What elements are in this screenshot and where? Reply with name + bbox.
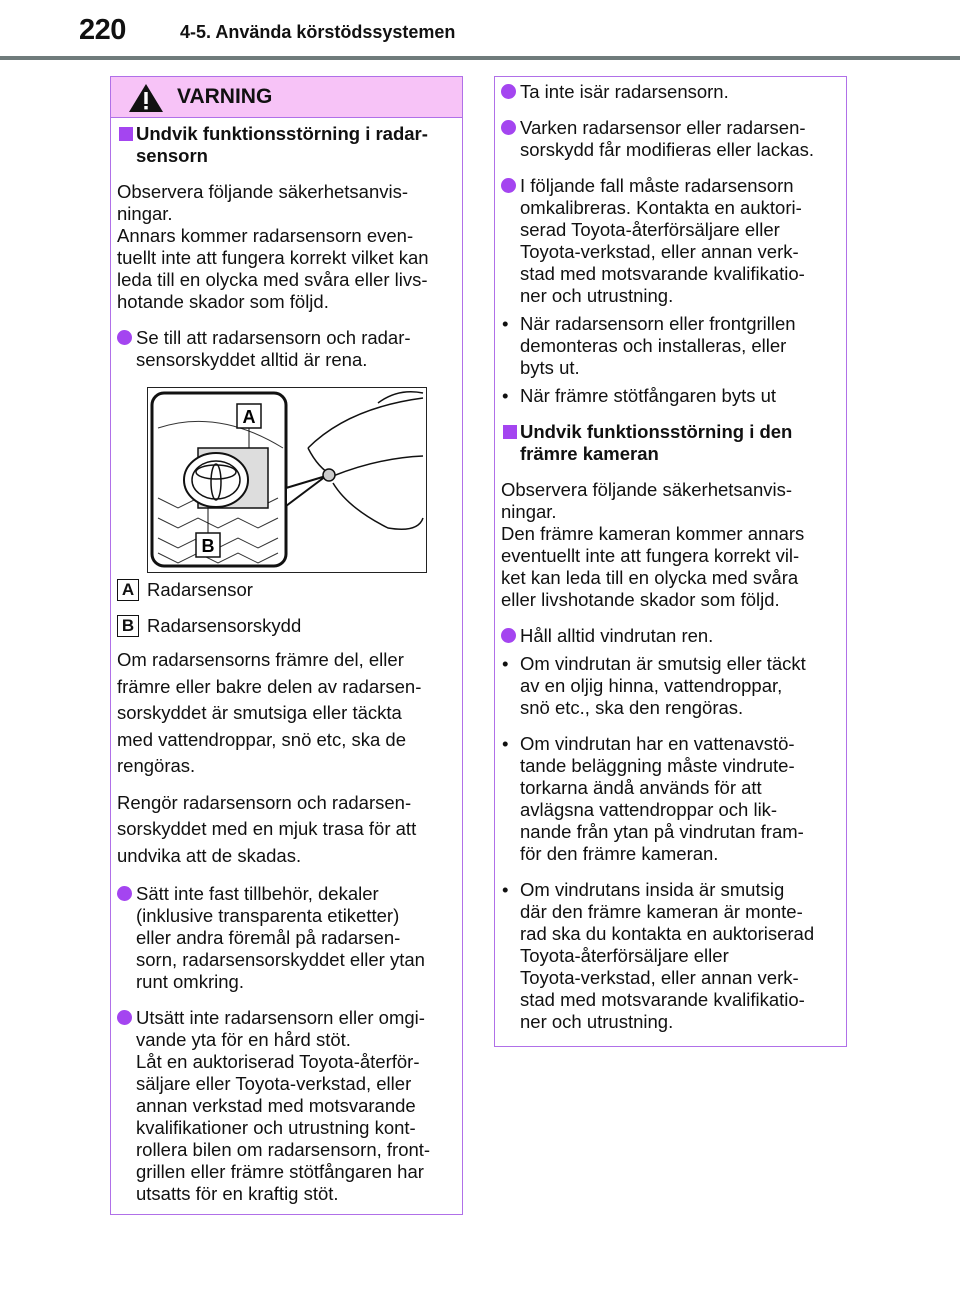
- text-line: ningar.: [117, 203, 173, 224]
- text-line: • När främre stötfångaren byts ut: [520, 385, 777, 406]
- text-line: eller andra föremål på radarsen-: [136, 927, 401, 948]
- text-line: stad med motsvarande kvalifikatio-: [520, 263, 805, 284]
- dot-item: [117, 1007, 456, 1205]
- text-line: grillen eller främre stötfångaren har: [136, 1161, 424, 1182]
- text-line: Ta inte isär radarsensorn.: [520, 81, 729, 102]
- bullet-item: [501, 653, 840, 719]
- text-line: rollera bilen om radarsensorn, front-: [136, 1139, 431, 1160]
- page-number: 220: [79, 14, 126, 46]
- text-line: • När radarsensorn eller frontgrillen: [520, 313, 796, 334]
- text-line: sensorn: [136, 145, 208, 166]
- text-line: Låt en auktoriserad Toyota-återför-: [136, 1051, 420, 1072]
- text-line: Undvik funktionsstörning i radar-: [136, 123, 428, 144]
- text-line: tande beläggning måste vindrute-: [520, 755, 795, 776]
- text-line: Observera följande säkerhetsanvis-: [117, 181, 409, 202]
- text-line: Varken radarsensor eller radarsen-: [520, 117, 806, 138]
- text-line: Toyota-återförsäljare eller: [520, 945, 729, 966]
- text-line: för den främre kameran.: [520, 843, 719, 864]
- text-line: säljare eller Toyota-verkstad, eller: [136, 1073, 412, 1094]
- text-line: (inklusive transparenta etiketter): [136, 905, 400, 926]
- figure-legend-item: [117, 579, 456, 601]
- text-line: snö etc., ska den rengöras.: [520, 697, 744, 718]
- bullet-item: [501, 385, 840, 407]
- text-line: runt omkring.: [136, 971, 244, 992]
- text-line: sorskydd får modifieras eller lackas.: [520, 139, 815, 160]
- text-line: kvalifikationer och utrustning kont-: [136, 1117, 416, 1138]
- text-line: Sätt inte fast tillbehör, dekaler: [136, 883, 379, 904]
- text-line: med vattendroppar, snö etc, ska de: [117, 728, 406, 750]
- warning-header: [111, 77, 462, 118]
- text-line: Radarsensor: [147, 579, 253, 600]
- text-line: avlägsna vattendroppar och lik-: [520, 799, 778, 820]
- text-line: Om radarsensorns främre del, eller: [117, 649, 404, 670]
- text-line: där den främre kameran är monte-: [520, 901, 803, 922]
- radar-sensor-illustration: [147, 387, 427, 573]
- text-line: torkarna ändå används för att: [520, 777, 762, 798]
- text-line: Annars kommer radarsensorn even-: [117, 225, 414, 246]
- bullet-item: [501, 733, 840, 865]
- text-line: främre eller bakre delen av radarsen-: [117, 675, 422, 697]
- text-line: rengöras.: [117, 755, 196, 776]
- warning-box-continued: [494, 76, 847, 1047]
- text-line: undvika att de skadas.: [117, 844, 302, 866]
- text-line: • Om vindrutan är smutsig eller täckt: [520, 653, 806, 674]
- text-line: leda till en olycka med svåra eller livs-: [117, 269, 428, 290]
- text-line: I följande fall måste radarsensorn: [520, 175, 794, 196]
- text-line: rad ska du kontakta en auktoriserad: [520, 923, 815, 944]
- section-heading: [117, 123, 456, 167]
- header-rule: [0, 56, 960, 60]
- warning-left-content: [111, 123, 462, 1205]
- bullet-item: [501, 879, 840, 1033]
- text-line: eventuellt inte att fungera korrekt vil-: [501, 545, 800, 566]
- warning-right-content: [495, 81, 846, 1033]
- text-line: sensorskyddet alltid är rena.: [136, 349, 368, 370]
- text-line: sorn, radarsensorskyddet eller ytan: [136, 949, 425, 970]
- text-line: ningar.: [501, 501, 557, 522]
- section-title: 4-5. Använda körstödssystemen: [180, 22, 456, 42]
- paragraph: [117, 790, 456, 870]
- text-line: sorskyddet med en mjuk trasa för att: [117, 818, 417, 839]
- dot-item: [501, 81, 840, 103]
- paragraph: [117, 181, 456, 313]
- radar-sensor-figure: [148, 388, 425, 571]
- text-line: Undvik funktionsstörning i den: [520, 421, 793, 442]
- paragraph: [501, 479, 840, 611]
- dot-item: [501, 625, 840, 647]
- text-line: Observera följande säkerhetsanvis-: [501, 479, 793, 500]
- dot-item: [501, 117, 840, 161]
- text-line: byts ut.: [520, 357, 580, 378]
- text-line: eller livshotande skador som följd.: [501, 589, 780, 610]
- warning-title: VARNING: [177, 85, 273, 108]
- dot-item: [117, 327, 456, 371]
- text-line: Toyota-verkstad, eller annan verk-: [520, 967, 799, 988]
- text-line: omkalibreras. Kontakta en auktori-: [520, 197, 802, 218]
- text-line: ket kan leda till en olycka med svåra: [501, 567, 799, 588]
- text-line: Rengör radarsensorn och radarsen-: [117, 791, 412, 813]
- text-line: sorskyddet är smutsiga eller täckta: [117, 702, 402, 723]
- dot-item: [501, 175, 840, 307]
- text-line: av en oljig hinna, vattendroppar,: [520, 675, 783, 696]
- text-line: Den främre kameran kommer annars: [501, 523, 805, 544]
- text-line: utsatts för en kraftig stöt.: [136, 1183, 339, 1204]
- text-line: • Om vindrutan har en vattenavstö-: [520, 733, 795, 754]
- warning-triangle-icon: [128, 83, 164, 113]
- text-line: annan verkstad med motsvarande: [136, 1095, 416, 1116]
- text-line: vande yta för en hård stöt.: [136, 1029, 351, 1050]
- figure-label-b: B: [201, 536, 215, 556]
- figure-legend-item: [117, 615, 456, 637]
- text-line: ner och utrustning.: [520, 285, 674, 306]
- text-line: Radarsensorskydd: [147, 615, 302, 636]
- section-heading: [501, 421, 840, 465]
- text-line: Se till att radarsensorn och radar-: [136, 327, 411, 348]
- text-line: hotande skador som följd.: [117, 291, 329, 312]
- dot-item: [117, 883, 456, 993]
- text-line: demonteras och installeras, eller: [520, 335, 787, 356]
- legend-key: A: [117, 579, 139, 601]
- warning-box: [110, 76, 463, 1215]
- figure-label-a: A: [242, 407, 256, 427]
- text-line: tuellt inte att fungera korrekt vilket kan: [117, 247, 429, 268]
- text-line: främre kameran: [520, 443, 659, 464]
- text-line: nande från ytan på vindrutan fram-: [520, 821, 804, 842]
- text-line: stad med motsvarande kvalifikatio-: [520, 989, 805, 1010]
- paragraph: [117, 647, 456, 780]
- text-line: Utsätt inte radarsensorn eller omgi-: [136, 1007, 425, 1028]
- text-line: serad Toyota-återförsäljare eller: [520, 219, 780, 240]
- bullet-item: [501, 313, 840, 379]
- legend-key: B: [117, 615, 139, 637]
- text-line: ner och utrustning.: [520, 1011, 674, 1032]
- text-line: Håll alltid vindrutan ren.: [520, 625, 714, 646]
- text-line: • Om vindrutans insida är smutsig: [520, 879, 785, 900]
- text-line: Toyota-verkstad, eller annan verk-: [520, 241, 799, 262]
